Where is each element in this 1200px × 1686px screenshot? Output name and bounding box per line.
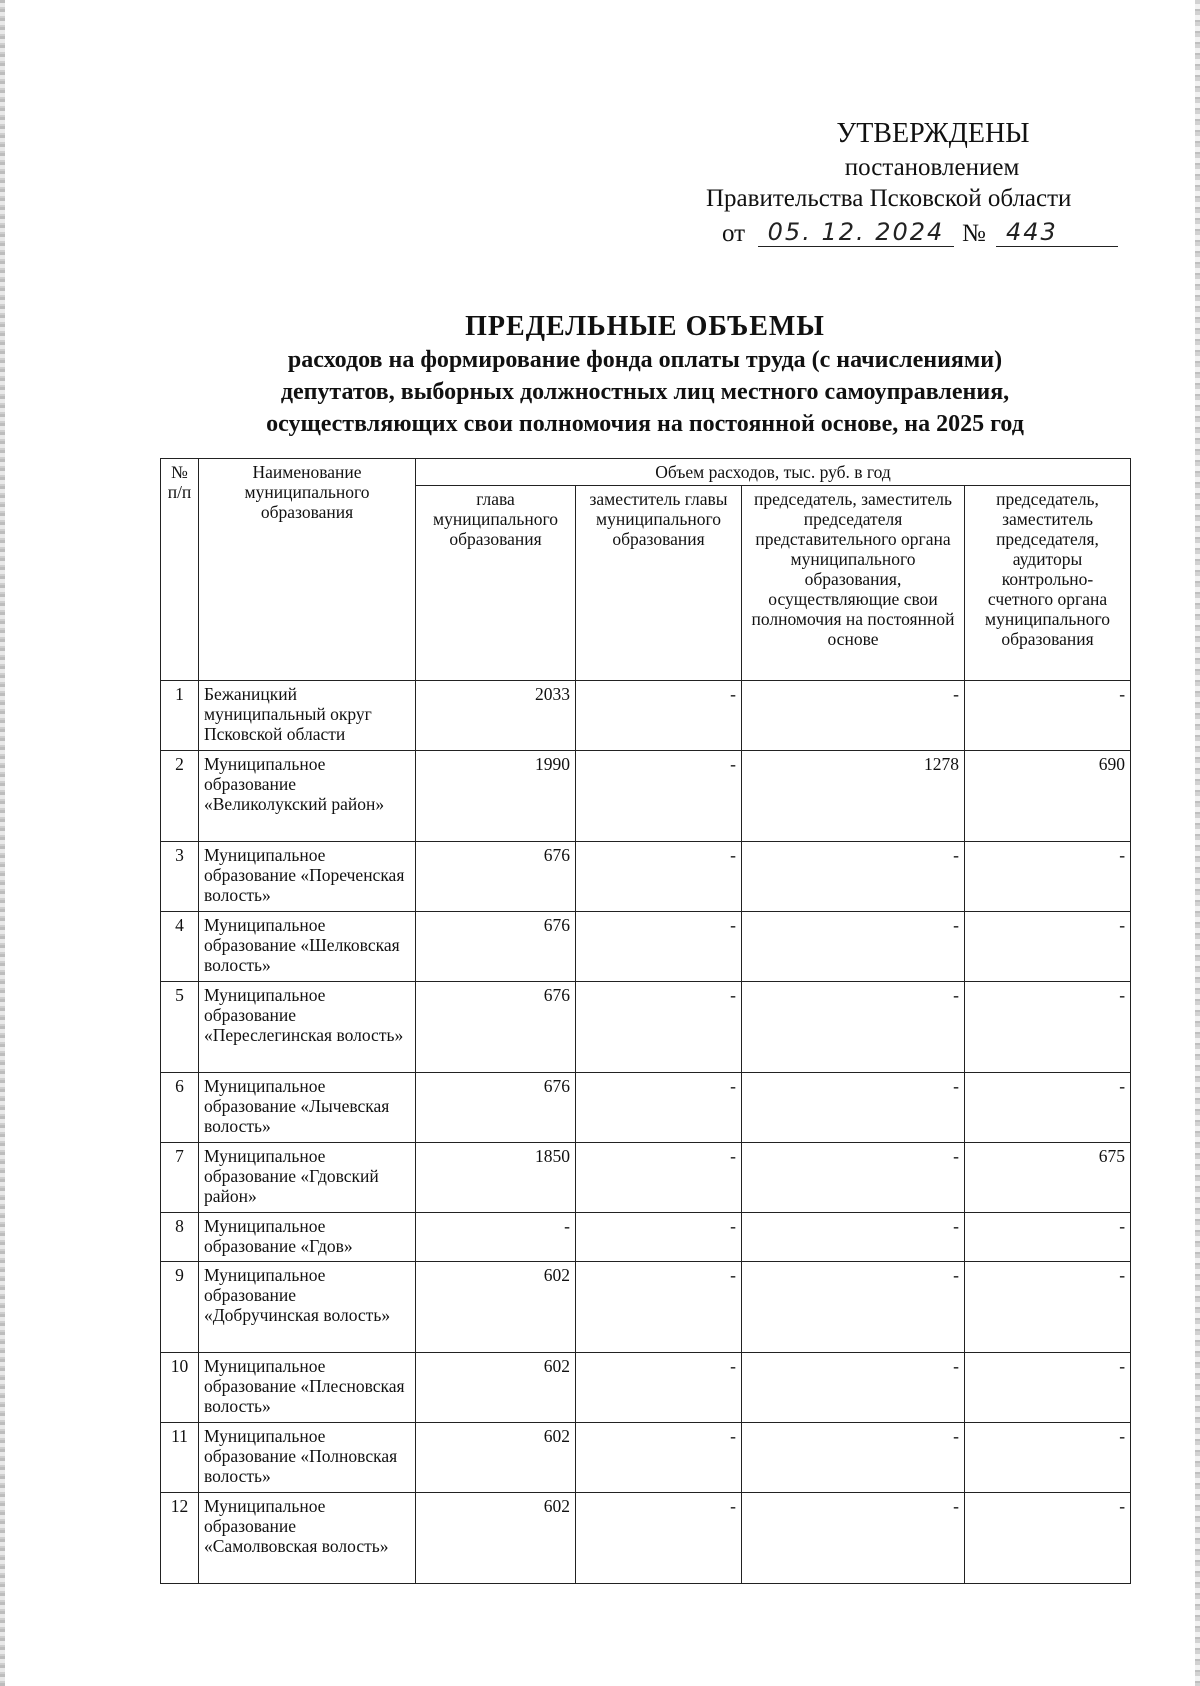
row-number: 12 [161, 1493, 199, 1584]
cell-audit: - [965, 1262, 1131, 1353]
cell-audit: - [965, 842, 1131, 912]
table-row [161, 1213, 1131, 1262]
table-row [161, 982, 1131, 1073]
cell-deputy: - [576, 1353, 742, 1423]
row-number: 1 [161, 681, 199, 751]
table-row [161, 1143, 1131, 1213]
cell-representative: - [742, 1073, 965, 1143]
header-number-line2: п/п [167, 482, 192, 502]
cell-head: - [416, 1213, 576, 1262]
cell-representative: 1278 [742, 751, 965, 842]
row-name: Бежаницкий муниципальный округ Псковской области [199, 681, 416, 751]
row-name: Муниципальное образование «Пореченская волость» [199, 842, 416, 912]
row-number: 10 [161, 1353, 199, 1423]
row-number: 4 [161, 912, 199, 982]
table-row [161, 1262, 1131, 1353]
table-row [161, 751, 1131, 842]
cell-deputy: - [576, 1423, 742, 1493]
cell-head: 676 [416, 982, 576, 1073]
header-number [161, 459, 199, 681]
title-line-3: депутатов, выборных должностных лиц местного самоуправления, [280, 379, 1010, 405]
header-representative-chair: председатель, заместитель председателя представительного органа муниципального образования, осуществляющие свои полномочия на постоянной основе [742, 486, 965, 681]
document-title [160, 310, 1130, 440]
cell-audit: - [965, 982, 1131, 1073]
table-row [161, 1353, 1131, 1423]
table-row [161, 842, 1131, 912]
date-prefix: от [722, 220, 746, 247]
cell-representative: - [742, 1143, 965, 1213]
cell-representative: - [742, 912, 965, 982]
row-number: 3 [161, 842, 199, 912]
number-sign: № [962, 220, 986, 247]
row-number: 9 [161, 1262, 199, 1353]
cell-deputy: - [576, 1493, 742, 1584]
cell-audit: - [965, 1423, 1131, 1493]
cell-representative: - [742, 1353, 965, 1423]
cell-audit: - [965, 1493, 1131, 1584]
row-number: 8 [161, 1213, 199, 1262]
cell-head: 602 [416, 1493, 576, 1584]
cell-audit: - [965, 1073, 1131, 1143]
row-name: Муниципальное образование «Шелковская волость» [199, 912, 416, 982]
row-name: Муниципальное образование «Плесновская волость» [199, 1353, 416, 1423]
cell-deputy: - [576, 1143, 742, 1213]
cell-audit: - [965, 681, 1131, 751]
header-row-1 [161, 459, 1131, 486]
cell-head: 602 [416, 1423, 576, 1493]
row-number: 6 [161, 1073, 199, 1143]
header-deputy-head: заместитель главы муниципального образования [576, 486, 742, 681]
approval-line-resolution: постановлением [844, 154, 1020, 181]
cell-deputy: - [576, 982, 742, 1073]
row-name: Муниципальное образование «Переслегинская волость» [199, 982, 416, 1073]
expense-limits-table [160, 458, 1131, 1584]
cell-deputy: - [576, 1262, 742, 1353]
cell-audit: - [965, 912, 1131, 982]
cell-head: 602 [416, 1262, 576, 1353]
row-name: Муниципальное образование «Великолукский район» [199, 751, 416, 842]
table-row [161, 1493, 1131, 1584]
header-name: Наименование муниципального образования [199, 459, 416, 681]
header-group-expense: Объем расходов, тыс. руб. в год [416, 459, 1131, 486]
cell-audit: 675 [965, 1143, 1131, 1213]
row-number: 7 [161, 1143, 199, 1213]
cell-representative: - [742, 1493, 965, 1584]
cell-deputy: - [576, 912, 742, 982]
cell-head: 676 [416, 1073, 576, 1143]
cell-audit: 690 [965, 751, 1131, 842]
row-name: Муниципальное образование «Гдовский район» [199, 1143, 416, 1213]
cell-deputy: - [576, 1213, 742, 1262]
scan-edge-right [1195, 0, 1200, 1686]
row-number: 11 [161, 1423, 199, 1493]
scan-edge-left [0, 0, 5, 1686]
cell-head: 1850 [416, 1143, 576, 1213]
row-name: Муниципальное образование «Гдов» [199, 1213, 416, 1262]
title-line-4: осуществляющих свои полномочия на постоянной основе, на 2025 год [266, 411, 1024, 437]
approval-heading: УТВЕРЖДЕНЫ [836, 118, 1030, 149]
approval-line-government: Правительства Псковской области [706, 185, 1072, 212]
header-audit-chamber: председатель, заместитель председателя, аудиторы контрольно-счетного органа муниципального образования [965, 486, 1131, 681]
cell-representative: - [742, 681, 965, 751]
approval-date-number-line [700, 218, 1130, 252]
title-line-1: ПРЕДЕЛЬНЫЕ ОБЪЕМЫ [465, 311, 825, 342]
header-head-of-mo: глава муниципального образования [416, 486, 576, 681]
row-number: 5 [161, 982, 199, 1073]
cell-audit: - [965, 1353, 1131, 1423]
row-name: Муниципальное образование «Полновская волость» [199, 1423, 416, 1493]
approval-stamp-block [700, 116, 1130, 252]
header-number-line1: № [171, 462, 188, 482]
table-row [161, 912, 1131, 982]
cell-representative: - [742, 982, 965, 1073]
row-name: Муниципальное образование «Самолвовская волость» [199, 1493, 416, 1584]
cell-representative: - [742, 1213, 965, 1262]
handwritten-number: 443 [996, 218, 1118, 247]
cell-representative: - [742, 1262, 965, 1353]
cell-head: 676 [416, 912, 576, 982]
row-name: Муниципальное образование «Добручинская волость» [199, 1262, 416, 1353]
cell-deputy: - [576, 681, 742, 751]
row-name: Муниципальное образование «Лычевская волость» [199, 1073, 416, 1143]
row-number: 2 [161, 751, 199, 842]
cell-representative: - [742, 1423, 965, 1493]
table-row [161, 681, 1131, 751]
cell-representative: - [742, 842, 965, 912]
handwritten-date: 05. 12. 2024 [758, 218, 954, 247]
cell-head: 602 [416, 1353, 576, 1423]
cell-head: 676 [416, 842, 576, 912]
cell-deputy: - [576, 842, 742, 912]
cell-head: 2033 [416, 681, 576, 751]
table-row [161, 1073, 1131, 1143]
cell-deputy: - [576, 751, 742, 842]
cell-deputy: - [576, 1073, 742, 1143]
title-line-2: расходов на формирование фонда оплаты труда (с начислениями) [287, 347, 1003, 373]
cell-audit: - [965, 1213, 1131, 1262]
cell-head: 1990 [416, 751, 576, 842]
table-row [161, 1423, 1131, 1493]
